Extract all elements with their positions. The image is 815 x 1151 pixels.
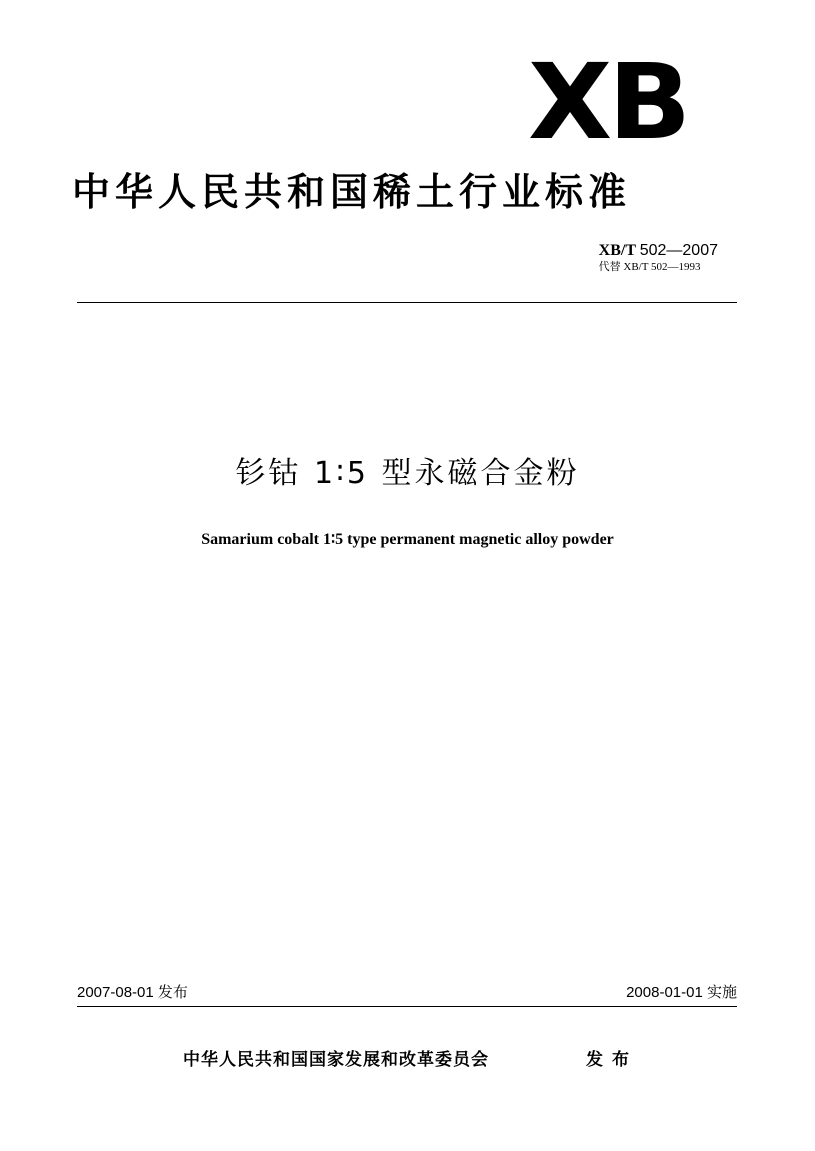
- publish-date: 2007-08-01 发布: [77, 984, 188, 1001]
- standard-code: [599, 242, 718, 260]
- footer-divider: [77, 1006, 737, 1007]
- standard-code-block: [599, 242, 718, 274]
- standard-title: 中华人民共和国稀土行业标准: [72, 170, 632, 214]
- issuing-authority: 中华人民共和国国家发展和改革委员会: [183, 1050, 489, 1070]
- issue-label: 发布: [586, 1050, 638, 1070]
- standard-code-prefix: XB/T: [598, 242, 636, 259]
- standard-code-number: 502—2007: [639, 242, 718, 259]
- effective-date: 2008-01-01 实施: [626, 984, 737, 1001]
- document-title-en: Samarium cobalt 1∶5 type permanent magnetic alloy powder: [201, 531, 614, 548]
- xb-logo: XB: [528, 41, 688, 163]
- replaces-standard: 代替 XB/T 502—1993: [598, 261, 701, 273]
- header-divider: [77, 302, 737, 303]
- document-title-cn: 钐钴 1∶5 型永磁合金粉: [235, 456, 580, 491]
